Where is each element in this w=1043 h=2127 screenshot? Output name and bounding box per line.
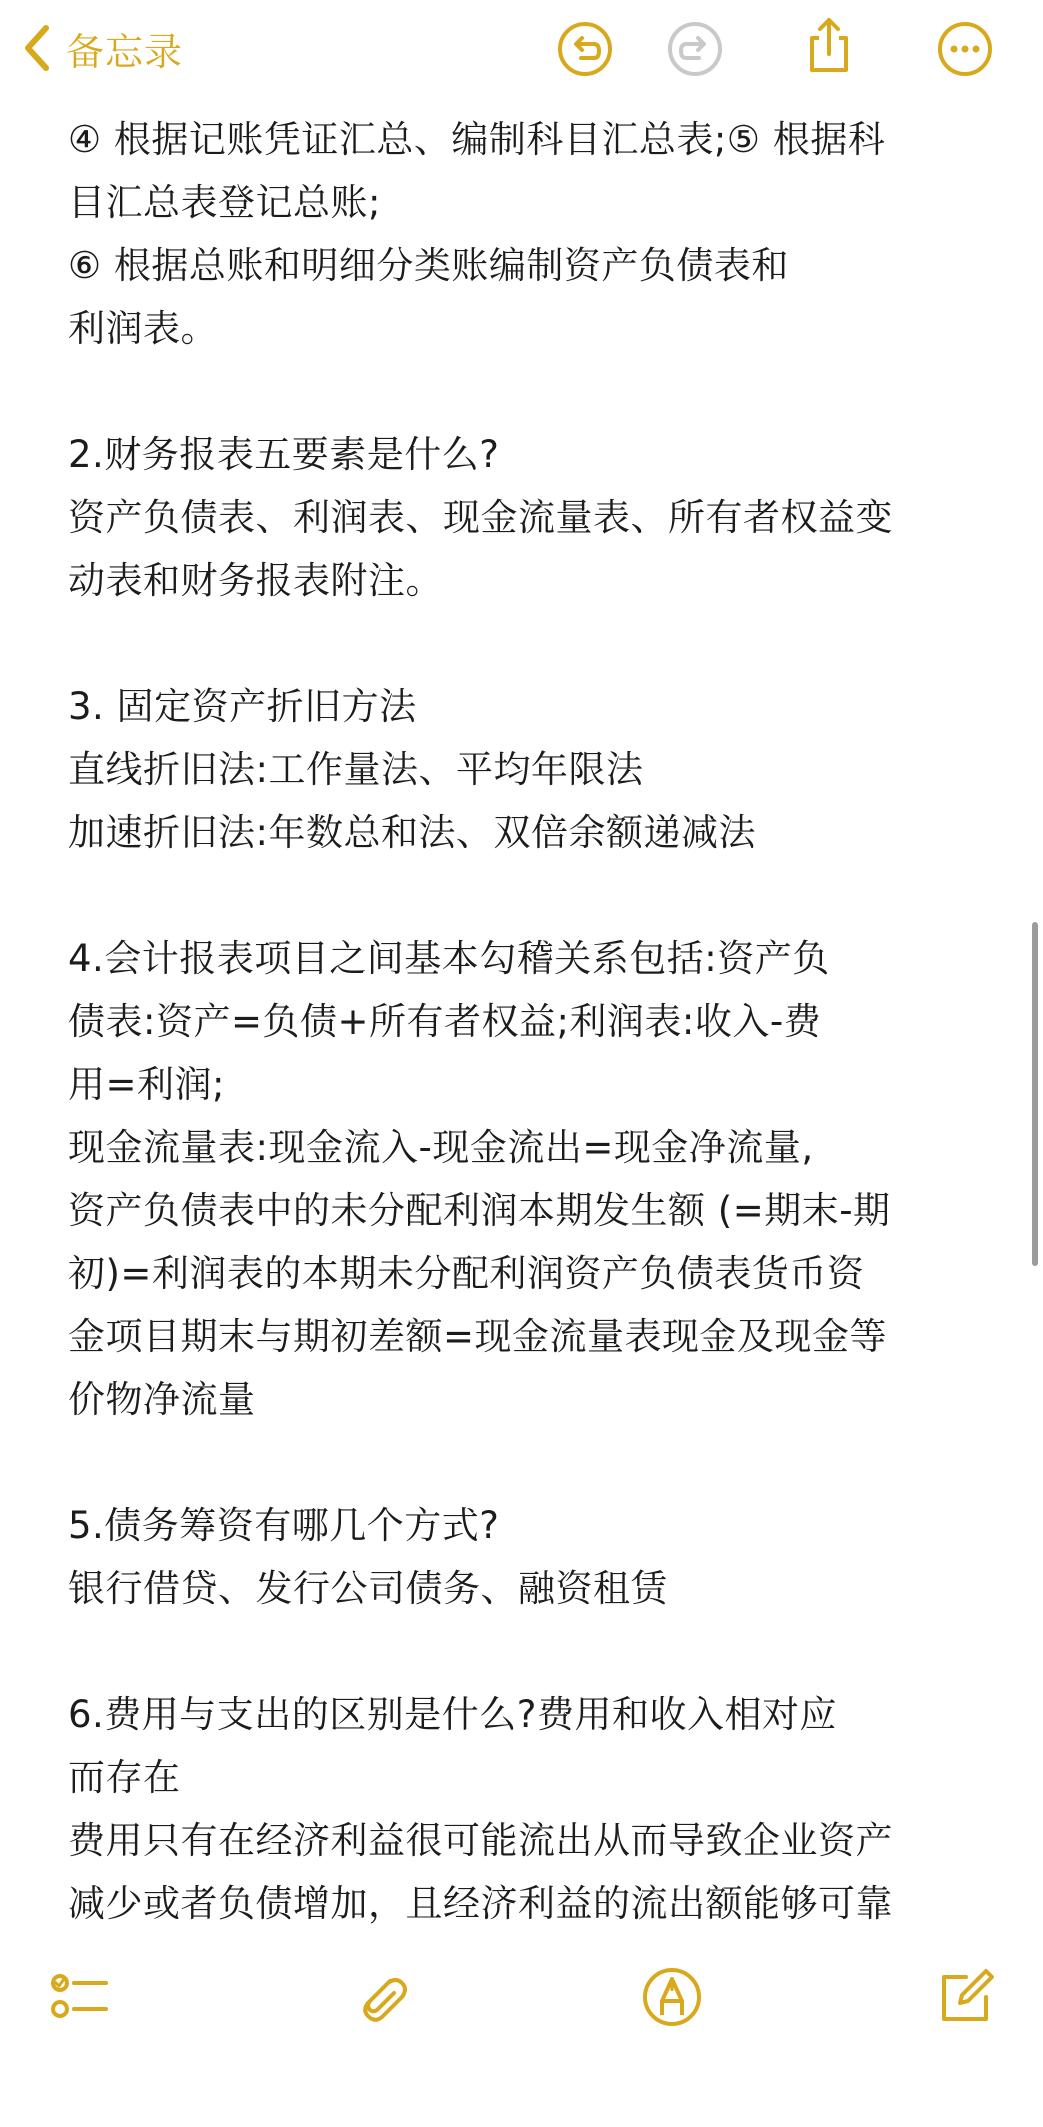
note-text-line: 而存在 xyxy=(68,1756,181,1799)
markup-pen-icon xyxy=(640,1965,704,2029)
compose-icon xyxy=(934,1965,998,2029)
compose-button[interactable] xyxy=(934,1965,998,2029)
attach-button[interactable] xyxy=(350,1965,414,2029)
note-blank-line xyxy=(68,1431,988,1494)
note-blank-line xyxy=(68,1620,988,1683)
share-icon xyxy=(800,16,858,74)
note-text-line: 费用只有在经济利益很可能流出从而导致企业资产 xyxy=(68,1819,893,1862)
bottom-toolbar xyxy=(0,1945,1043,2127)
note-text-line: 6.费用与支出的区别是什么?费用和收入相对应 xyxy=(68,1693,837,1736)
redo-button[interactable] xyxy=(666,20,724,78)
redo-icon xyxy=(666,20,724,78)
paperclip-icon xyxy=(350,1965,414,2029)
note-text-line: 银行借贷、发行公司债务、融资租赁 xyxy=(68,1567,668,1610)
note-text-line: 现金流量表:现金流入-现金流出=现金净流量, xyxy=(68,1126,814,1169)
note-text-line: 动表和财务报表附注。 xyxy=(68,559,443,602)
checklist-button[interactable] xyxy=(48,1965,112,2029)
checklist-icon xyxy=(48,1965,112,2029)
note-text-line: 直线折旧法:工作量法、平均年限法 xyxy=(68,748,644,791)
note-text-line: 减少或者负债增加，且经济利益的流出额能够可靠 xyxy=(68,1882,893,1925)
note-blank-line xyxy=(68,612,988,675)
markup-button[interactable] xyxy=(640,1965,704,2029)
share-button[interactable] xyxy=(800,16,858,74)
scroll-indicator[interactable] xyxy=(1032,922,1038,1266)
note-text-line: 4.会计报表项目之间基本勾稽关系包括:资产负 xyxy=(68,937,830,980)
note-text-line: 金项目期末与期初差额=现金流量表现金及现金等 xyxy=(68,1315,888,1358)
note-blank-line xyxy=(68,864,988,927)
more-button[interactable] xyxy=(936,20,994,78)
note-text-line: ④ 根据记账凭证汇总、编制科目汇总表;⑤ 根据科 xyxy=(68,118,886,161)
top-navigation-bar xyxy=(0,0,1043,100)
note-text-line: 资产负债表、利润表、现金流量表、所有者权益变 xyxy=(68,496,893,539)
note-text-line: 5.债务筹资有哪几个方式? xyxy=(68,1504,500,1547)
undo-icon xyxy=(556,20,614,78)
note-text-line: 目汇总表登记总账; xyxy=(68,181,381,224)
note-blank-line xyxy=(68,360,988,423)
note-text-line: 初)=利润表的本期未分配利润资产负债表货币资 xyxy=(68,1252,865,1295)
note-text-line: 资产负债表中的未分配利润本期发生额 (=期末-期 xyxy=(68,1189,891,1232)
note-text-line: 价物净流量 xyxy=(68,1378,256,1421)
note-text-line: 用=利润; xyxy=(68,1063,225,1106)
note-text-line: 利润表。 xyxy=(68,307,218,350)
note-text-line: 2.财务报表五要素是什么? xyxy=(68,433,500,476)
note-text-line: 3. 固定资产折旧方法 xyxy=(68,685,417,728)
chevron-left-icon xyxy=(22,24,52,72)
back-button[interactable] xyxy=(22,16,183,80)
note-text-line: 加速折旧法:年数总和法、双倍余额递减法 xyxy=(68,811,756,854)
more-icon xyxy=(936,20,994,78)
note-text-line: ⑥ 根据总账和明细分类账编制资产负债表和 xyxy=(68,244,789,287)
back-button-label: 备忘录 xyxy=(66,29,184,74)
note-text-line: 债表:资产=负债+所有者权益;利润表:收入-费 xyxy=(68,1000,822,1043)
undo-button[interactable] xyxy=(556,20,614,78)
note-body[interactable] xyxy=(68,108,988,1935)
